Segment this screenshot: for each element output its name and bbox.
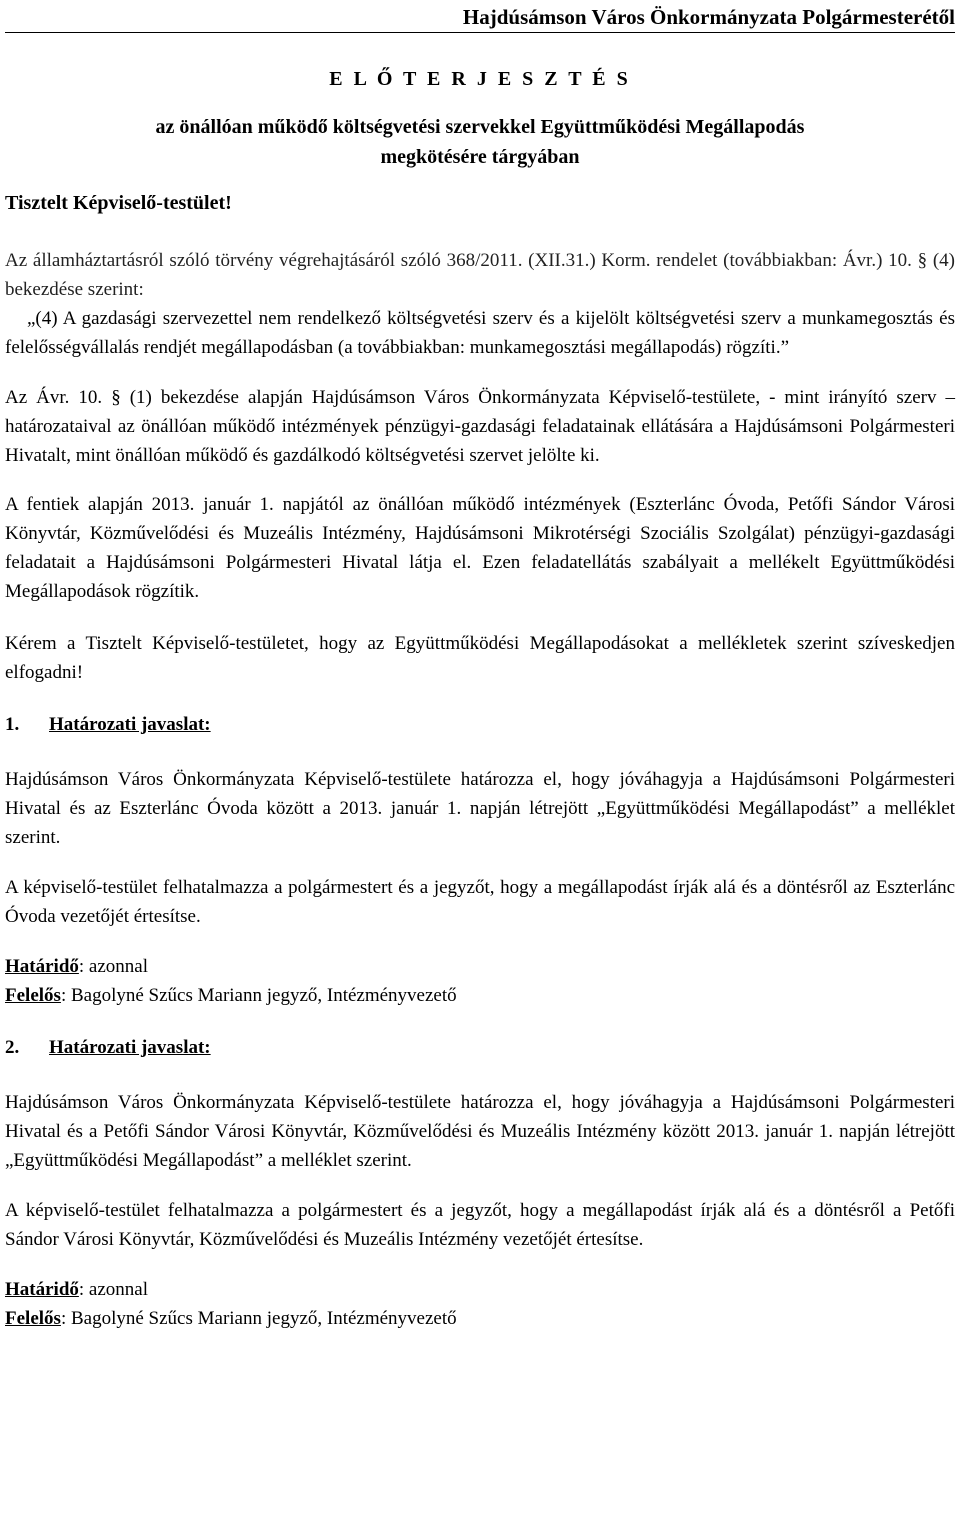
document-subject	[5, 112, 955, 172]
paragraph-request: Kérem a Tisztelt Képviselő-testületet, hogy az Együttműködési Megállapodásokat a mellékletek szerint szíveskedjen elfogadni!	[5, 633, 955, 683]
proposal-1-responsible	[5, 981, 955, 1010]
proposal-1-number: 1.	[5, 714, 20, 735]
proposal-2-deadline	[5, 1275, 955, 1304]
proposal-1-deadline	[5, 952, 955, 981]
proposal-2-resolution: Hajdúsámson Város Önkormányzata Képviselő-testülete határozza el, hogy jóváhagyja a Hajdúsámsoni Polgármesteri Hivatal és a Petőfi Sándor Városi Könyvtár, Közművelődési és Muzeális Intézmény között 2013. január 1. napján létrejött „Együttműködési Megállapodást” a melléklet szerint.	[5, 1092, 955, 1171]
paragraph-designation: Az Ávr. 10. § (1) bekezdése alapján Hajdúsámson Város Önkormányzata Képviselő-testülete, - mint irányító szerv – határozataival az önállóan működő intézmények pénzügyi-gazdasági feladatainak ellátására a Hajdúsámsoni Polgármesteri Hivatalt, mint önállóan működő és gazdálkodó költségvetési szervet jelölte ki.	[5, 387, 955, 466]
subject-line-1: az önállóan működő költségvetési szervekkel Együttműködési Megállapodás	[155, 116, 805, 138]
paragraph-basis: A fentiek alapján 2013. január 1. napjától az önállóan működő intézmények (Eszterlánc Óvoda, Petőfi Sándor Városi Könyvtár, Közművelődési és Muzeális Intézmény, Hajdúsámsoni Mikrotérségi Szociális Szolgálat) pénzügyi-gazdasági feladatait a Hajdúsámsoni Polgármesteri Hivatal látja el. Ezen feladatellátás szabályait a mellékelt Együttműködési Megállapodások rögzítik.	[5, 494, 955, 602]
salutation: Tisztelt Képviselő-testület!	[5, 192, 232, 214]
proposal-1-deadline-label: Határidő	[5, 956, 79, 977]
proposal-1-resolution: Hajdúsámson Város Önkormányzata Képviselő-testülete határozza el, hogy jóváhagyja a Hajdúsámsoni Polgármesteri Hivatal és az Eszterlánc Óvoda között a 2013. január 1. napján létrejött „Együttműködési Megállapodást” a melléklet szerint.	[5, 769, 955, 848]
proposal-1-responsible-value: : Bagolyné Szűcs Mariann jegyző, Intézményvezető	[60, 985, 457, 1006]
proposal-2-responsible	[5, 1304, 955, 1333]
proposal-1-deadline-value: : azonnal	[78, 956, 148, 977]
subject-line-2: megkötésére tárgyában	[380, 146, 580, 168]
proposal-1-heading	[5, 710, 955, 739]
proposal-2-responsible-label: Felelős	[5, 1308, 61, 1329]
proposal-1-heading-text: Határozati javaslat:	[49, 714, 211, 735]
proposal-2-deadline-label: Határidő	[5, 1279, 79, 1300]
proposal-1-responsible-label: Felelős	[5, 985, 61, 1006]
proposal-2-authorization: A képviselő-testület felhatalmazza a polgármestert és a jegyzőt, hogy a megállapodást írják alá és a döntésről a Petőfi Sándor Városi Könyvtár, Közművelődési és Muzeális Intézmény vezetőjét értesítse.	[5, 1200, 955, 1250]
proposal-2-responsible-value: : Bagolyné Szűcs Mariann jegyző, Intézményvezető	[60, 1308, 457, 1329]
proposal-2-number: 2.	[5, 1037, 20, 1058]
paragraph-quote: „(4) A gazdasági szervezettel nem rendelkező költségvetési szerv és a kijelölt költségvetési szerv a munkamegosztás és felelősségvállalás rendjét megállapodásban (a továbbiakban: munkamegosztási megállapodás) rögzíti.”	[5, 308, 955, 358]
page-header-title: Hajdúsámson Város Önkormányzata Polgármesterétől	[5, 4, 955, 33]
proposal-2-heading-text: Határozati javaslat:	[49, 1037, 211, 1058]
paragraph-intro: Az államháztartásról szóló törvény végrehajtásáról szóló 368/2011. (XII.31.) Korm. rendelet (továbbiakban: Ávr.) 10. § (4) bekezdése szerint:	[5, 250, 955, 300]
proposal-2-heading	[5, 1033, 955, 1062]
proposal-2-deadline-value: : azonnal	[78, 1279, 148, 1300]
document-title: E L Ő T E R J E S Z T É S	[329, 68, 631, 90]
proposal-1-authorization: A képviselő-testület felhatalmazza a polgármestert és a jegyzőt, hogy a megállapodást írják alá és a döntésről az Eszterlánc Óvoda vezetőjét értesítse.	[5, 877, 955, 927]
